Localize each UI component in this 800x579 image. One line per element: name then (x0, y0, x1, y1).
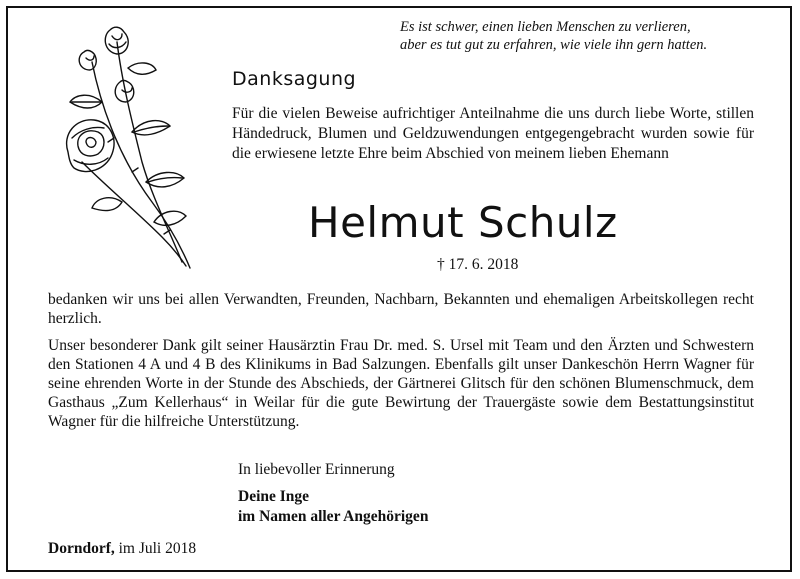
quote-line-1: Es ist schwer, einen lieben Menschen zu verlieren, (400, 19, 691, 35)
place-town: Dorndorf, (48, 540, 115, 557)
rose-icon (62, 22, 197, 272)
special-thanks-paragraph: Unser besonderer Dank gilt seiner Hausärztin Frau Dr. med. S. Ursel mit Team und den Ärzten und Schwestern den Stationen 4 A und 4 B des Klinikums in Bad Salzungen. Ebenfalls gilt unser Dankeschön Herrn Wagner für seine ehrenden Worte in der Stunde des Abschieds, der Gärtnerei Glitsch für den schönen Blumenschmuck, dem Gasthaus „Zum Kellerhaus“ in Weilar für die gute Bewirtung der Trauergäste sowie dem Bestattungsinstitut Wagner für die hilfreiche Unterstützung. (48, 337, 754, 430)
thanks-paragraph: bedanken wir uns bei allen Verwandten, Freunden, Nachbarn, Bekannten und ehemaligen Arbeitskollegen recht herzlich. (48, 291, 754, 327)
signature (238, 487, 428, 527)
intro-paragraph: Für die vielen Beweise aufrichtiger Anteilnahme die uns durch liebe Worte, stillen Händedruck, Blumen und Geldzuwendungen entgegengebracht wurden sowie für die erwiesene letzte Ehre beim Abschied von meinem lieben Ehemann (232, 105, 754, 162)
place-date-line (48, 540, 196, 558)
date-of-death: † 17. 6. 2018 (437, 256, 519, 273)
deceased-name: Helmut Schulz (308, 198, 618, 247)
place-date: im Juli 2018 (114, 540, 197, 557)
signature-line-2: im Namen aller Angehörigen (238, 508, 429, 525)
signature-line-1: Deine Inge (238, 488, 310, 505)
quote-line-2: aber es tut gut zu erfahren, wie viele ihn gern hatten. (400, 37, 708, 53)
heading-danksagung: Danksagung (232, 68, 357, 90)
closing-memory: In liebevoller Erinnerung (238, 461, 395, 478)
epigraph-quote (400, 18, 760, 54)
